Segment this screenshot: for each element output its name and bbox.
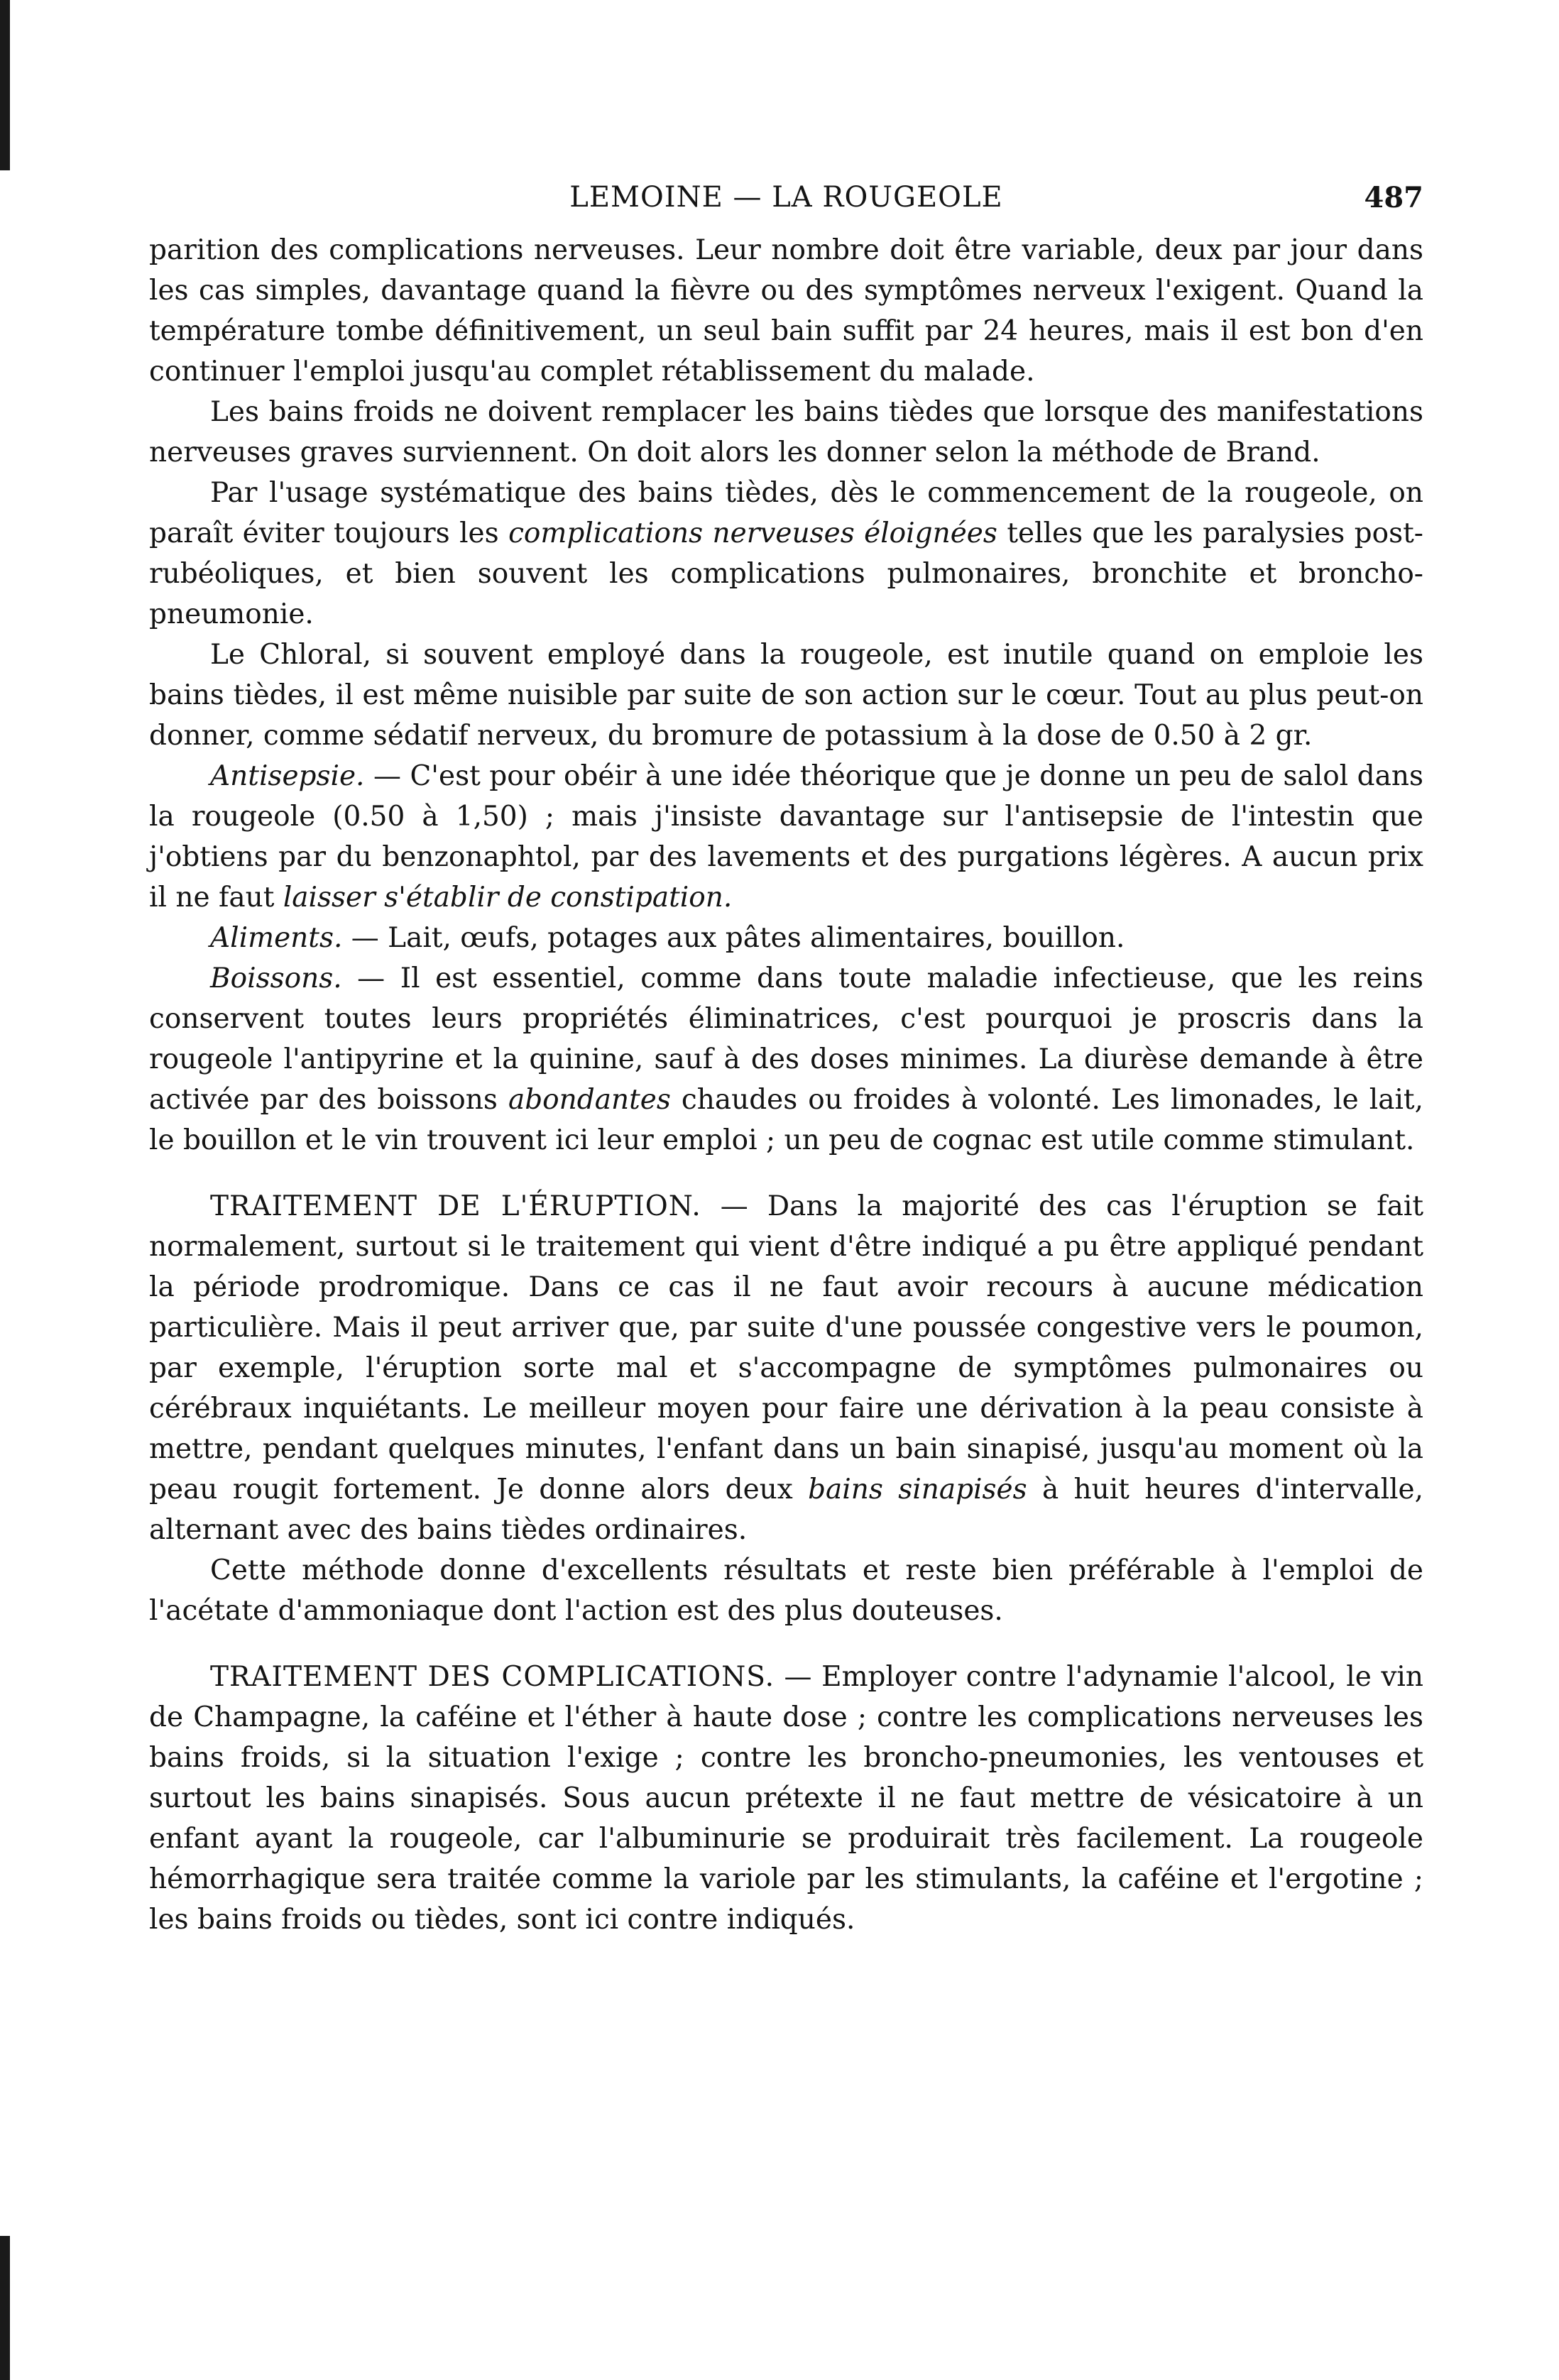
paragraph-text: — Dans la majorité des cas l'éruption se fait normalement, surtout si le traitement qui vient d'être indiqué a pu être appliqué pendant la période prodromique. Dans ce cas il ne faut avoir recours à aucune médication particulière. Mais il peut arriver que, par suite d'une poussée congestive vers le poumon, par exemple, l'éruption sorte mal et s'accompagne de symptômes pulmonaires ou cérébraux inquiétants. Le meilleur moyen pour faire une dérivation à la peau consiste à mettre, pendant quelques minutes, l'enfant dans un bain sinapisé, jusqu'au moment où la peau rougit fortement. Je donne alors deux <box>149 1190 1423 1506</box>
paragraph-text: à huit heures d'intervalle, alternant avec des bains tièdes ordinaires. <box>149 1474 1424 1546</box>
section-heading-eruption: TRAITEMENT DE L'ÉRUPTION. <box>210 1190 701 1222</box>
paragraph-warm-baths <box>149 473 1423 635</box>
paragraph-continuation <box>149 230 1423 392</box>
emphasis-text: laisser s'établir de constipation. <box>283 882 733 914</box>
paragraph-chloral <box>149 635 1423 756</box>
paragraph-text: chaudes ou froides à volonté. Les limonades, le lait, le bouillon et le vin trouvent ici leur emploi ; un peu de cognac est utile comme stimulant. <box>149 1084 1424 1156</box>
running-title: LEMOINE — LA ROUGEOLE <box>569 181 1003 214</box>
emphasis-text: abondantes <box>508 1084 671 1116</box>
emphasis-text: bains sinapisés <box>808 1474 1027 1506</box>
paragraph-boissons <box>149 958 1423 1161</box>
paragraph-text: — Lait, œufs, potages aux pâtes alimentaires, bouillon. <box>342 922 1125 954</box>
running-head <box>149 177 1423 224</box>
paragraph-text: — Il est essentiel, comme dans toute maladie infectieuse, que les reins conservent toutes leurs propriétés éliminatrices, c'est pourquoi je proscris dans la rougeole l'antipyrine et la quinine, sauf à des doses minimes. La diurèse demande à être activée par des boissons <box>149 963 1423 1116</box>
paragraph-text: telles que les paralysies post-rubéoliques, et bien souvent les complications pulmonaires, bronchite et broncho-pneumonie. <box>149 517 1423 630</box>
paragraph-antisepsie <box>149 756 1423 918</box>
paragraph-methode <box>149 1550 1423 1631</box>
paragraph-text: parition des complications nerveuses. Leur nombre doit être variable, deux par jour dans les cas simples, davantage quand la fièvre ou des symptômes nerveux l'exigent. Quand la température tombe définitivement, un seul bain suffit par 24 heures, mais il est bon d'en continuer l'emploi jusqu'au complet rétablissement du malade. <box>149 234 1423 388</box>
run-in-heading-boissons: Boissons. <box>210 963 342 994</box>
paragraph-text: Cette méthode donne d'excellents résultats et reste bien préférable à l'emploi de l'acétate d'ammoniaque dont l'action est des plus douteuses. <box>149 1554 1423 1627</box>
page <box>149 177 1423 1940</box>
section-heading-complications: TRAITEMENT DES COMPLICATIONS. <box>210 1661 775 1693</box>
paragraph-text: — Employer contre l'adynamie l'alcool, le vin de Champagne, la caféine et l'éther à haute dose ; contre les complications nerveuses les bains froids, si la situation l'exige ; contre les broncho-pneumonies, les ventouses et surtout les bains sinapisés. Sous aucun prétexte il ne faut mettre de vésicatoire à un enfant ayant la rougeole, car l'albuminurie se produirait très facilement. La rougeole hémorrhagique sera traitée comme la variole par les stimulants, la caféine et l'ergotine ; les bains froids ou tièdes, sont ici contre indiqués. <box>149 1661 1424 1936</box>
paragraph-text: — C'est pour obéir à une idée théorique que je donne un peu de salol dans la rougeole (0.50 à 1,50) ; mais j'insiste davantage sur l'antisepsie de l'intestin que j'obtiens par du benzonaphtol, par des lavements et des purgations légères. A aucun prix il ne faut <box>149 760 1423 914</box>
section-eruption <box>149 1186 1423 1550</box>
run-in-heading-aliments: Aliments. <box>210 922 343 954</box>
scan-edge-bottom <box>0 2236 10 2380</box>
paragraph-text: Par l'usage systématique des bains tièdes, dès le commencement de la rougeole, on paraît éviter toujours les <box>149 477 1423 549</box>
paragraph-aliments <box>149 918 1423 958</box>
emphasis-text: complications nerveuses éloignées <box>508 517 997 549</box>
paragraph-text: Le Chloral, si souvent employé dans la rougeole, est inutile quand on emploie les bains tièdes, il est même nuisible par suite de son action sur le cœur. Tout au plus peut-on donner, comme sédatif nerveux, du bromure de potassium à la dose de 0.50 à 2 gr. <box>149 639 1423 752</box>
paragraph-text: Les bains froids ne doivent remplacer les bains tièdes que lorsque des manifestations nerveuses graves surviennent. On doit alors les donner selon la méthode de Brand. <box>149 396 1423 468</box>
section-complications <box>149 1657 1423 1940</box>
paragraph-cold-baths <box>149 392 1423 473</box>
run-in-heading-antisepsie: Antisepsie. <box>210 760 365 792</box>
page-number: 487 <box>1364 181 1423 214</box>
scan-edge-top <box>0 0 10 170</box>
